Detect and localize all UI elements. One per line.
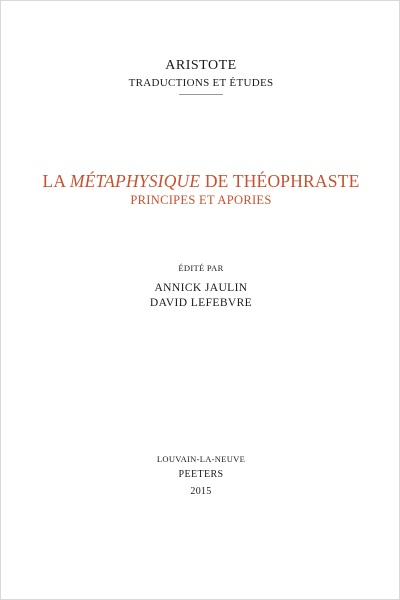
editor-name: ANNICK JAULIN bbox=[154, 282, 248, 294]
book-title-suffix: DE THÉOPHRASTE bbox=[200, 171, 360, 191]
series-divider bbox=[179, 94, 223, 95]
book-subtitle: PRINCIPES ET APORIES bbox=[130, 193, 272, 207]
publisher-name: PEETERS bbox=[178, 469, 224, 480]
book-title-italic: MÉTAPHYSIQUE bbox=[69, 171, 201, 191]
book-title bbox=[1, 171, 400, 192]
editor-name: DAVID LEFEBVRE bbox=[149, 297, 253, 309]
publication-place: LOUVAIN-LA-NEUVE bbox=[156, 454, 246, 464]
series-subtitle: TRADUCTIONS ET ÉTUDES bbox=[128, 77, 274, 89]
book-title-prefix: LA bbox=[42, 171, 70, 191]
series-title: ARISTOTE bbox=[165, 58, 237, 73]
publication-year: 2015 bbox=[190, 486, 212, 497]
edited-by-label: ÉDITÉ PAR bbox=[178, 263, 224, 273]
